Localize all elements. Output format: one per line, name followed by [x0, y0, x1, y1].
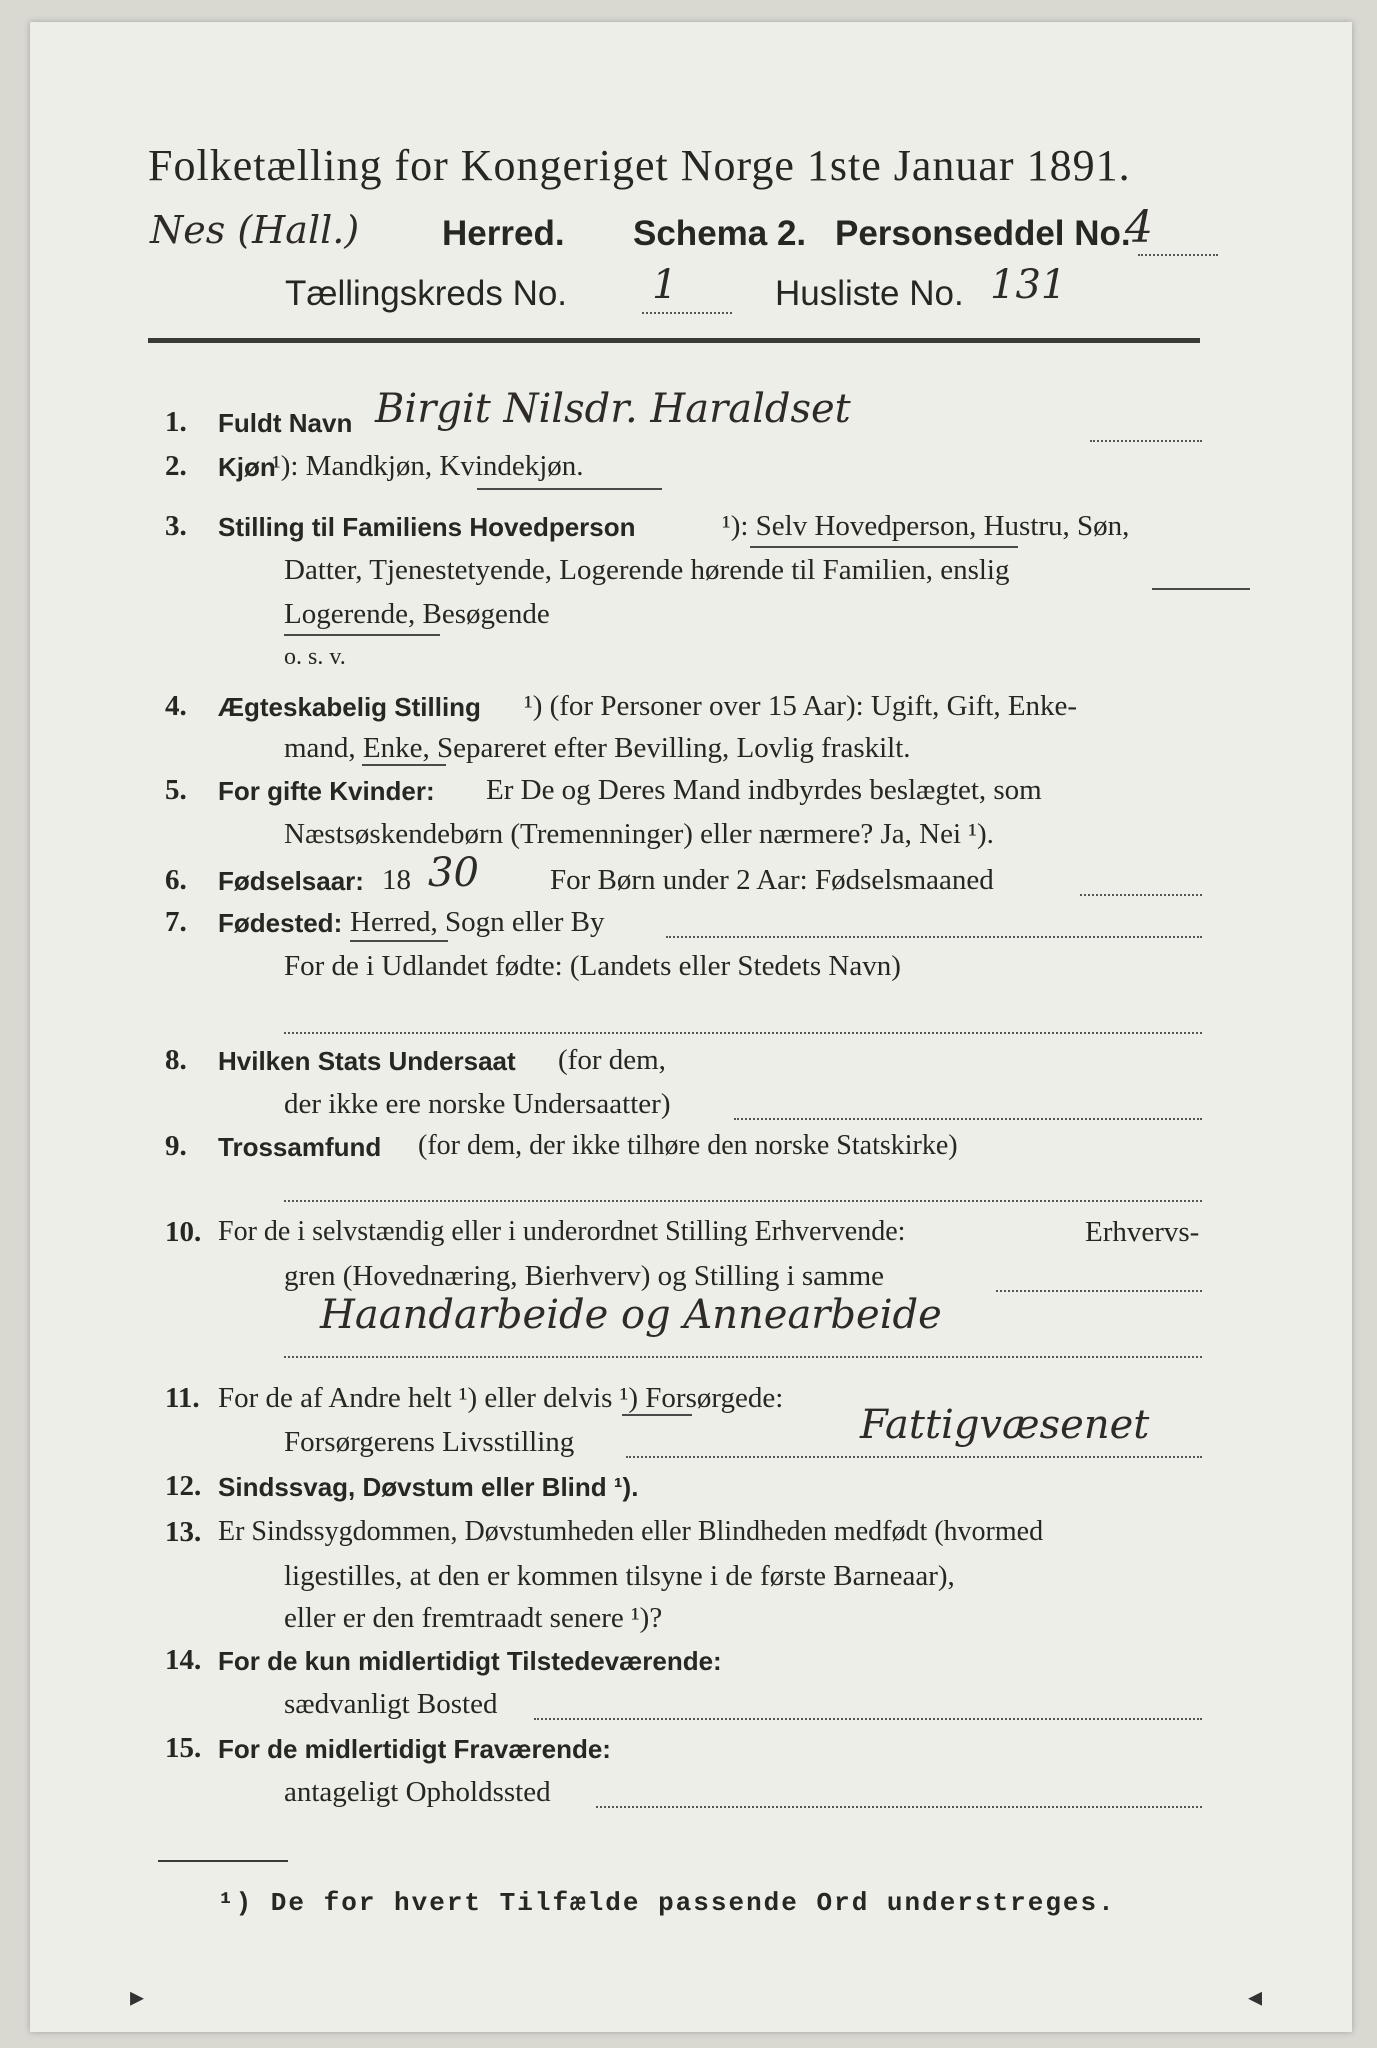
q14-dots — [534, 1718, 1202, 1720]
q15-label: For de midlertidigt Fraværende: — [218, 1734, 611, 1764]
q10-line1: Erhvervs- — [1085, 1216, 1200, 1248]
q10-line2: gren (Hovednæring, Bierhverv) og Stilling i samme — [284, 1260, 885, 1292]
q1-label: Fuldt Navn — [218, 408, 353, 438]
edge-mark-left: ▸ — [130, 1980, 145, 2013]
q2-number: 2. — [165, 450, 187, 482]
q5-line1: Er De og Deres Mand indbyrdes beslægtet, som — [486, 774, 1042, 806]
q9-dots — [284, 1200, 1202, 1202]
q2-label: Kjøn — [218, 452, 276, 482]
q4-label: Ægteskabelig Stilling — [218, 692, 481, 722]
q5-number: 5. — [165, 774, 187, 806]
q8-line2: der ikke ere norske Undersaatter) — [284, 1088, 671, 1120]
edge-mark-right: ◂ — [1248, 1980, 1263, 2013]
footnote: ¹) De for hvert Tilfælde passende Ord understreges. — [218, 1888, 1116, 1918]
herred-value: Nes (Hall.) — [150, 208, 360, 252]
q4-underline-enke — [362, 764, 446, 766]
q15-number: 15. — [165, 1732, 202, 1764]
q3-underline-selv — [750, 546, 1018, 548]
husliste-label: Husliste No. — [775, 274, 964, 313]
personseddel-label: Personseddel No. — [835, 214, 1131, 253]
q6-value: 30 — [428, 850, 479, 896]
q11-dots — [626, 1456, 1202, 1458]
q6-number: 6. — [165, 864, 187, 896]
q3-number: 3. — [165, 510, 187, 542]
q4-line2: mand, Enke, Separeret efter Bevilling, Lovlig fraskilt. — [284, 732, 911, 764]
q4-number: 4. — [165, 690, 187, 722]
q9-number: 9. — [165, 1130, 187, 1162]
personseddel-value: 4 — [1125, 202, 1153, 253]
husliste-value: 131 — [990, 262, 1067, 308]
q3-line2: Datter, Tjenestetyende, Logerende hørende til Familien, enslig — [284, 554, 1010, 586]
q13-line3: eller er den fremtraadt senere ¹)? — [284, 1602, 663, 1634]
q7-number: 7. — [165, 906, 187, 938]
personseddel-dots — [1138, 254, 1218, 256]
q8-number: 8. — [165, 1044, 187, 1076]
q4-line1: ¹) (for Personer over 15 Aar): Ugift, Gift, Enke- — [524, 690, 1078, 722]
q3-underline-enslig — [1152, 588, 1250, 590]
q8-line1: (for dem, — [558, 1044, 666, 1076]
q10-value: Haandarbeide og Annearbeide — [320, 1292, 942, 1338]
q10-dots-2 — [284, 1356, 1202, 1358]
q3-line3: Logerende, Besøgende — [284, 598, 550, 630]
q9-label: Trossamfund — [218, 1132, 382, 1162]
q11-line2: Forsørgerens Livsstilling — [284, 1426, 575, 1458]
q1-number: 1. — [165, 406, 187, 438]
q1-dots — [1090, 440, 1202, 442]
q7-dots-2 — [284, 1032, 1202, 1034]
q1-value: Birgit Nilsdr. Haraldset — [375, 386, 851, 432]
taellingskreds-dots — [642, 312, 732, 314]
q6-prefix: 18 — [382, 864, 411, 896]
q2-text: ¹): Mandkjøn, Kvindekjøn. — [272, 450, 584, 482]
schema-label: Schema 2. — [633, 214, 807, 253]
taellingskreds-label: Tællingskreds No. — [285, 274, 568, 313]
q11-label: For de af Andre helt ¹) eller delvis ¹) Forsørgede: — [218, 1382, 784, 1414]
q7-dots — [666, 936, 1202, 938]
q15-line2: antageligt Opholdssted — [284, 1776, 551, 1808]
q3-underline-logerende — [284, 634, 440, 636]
q7-line2: For de i Udlandet fødte: (Landets eller Stedets Navn) — [284, 950, 901, 982]
q11-underline-delvis — [622, 1414, 692, 1416]
q7-label: Fødested: — [218, 908, 343, 938]
herred-label: Herred. — [442, 214, 565, 253]
q13-number: 13. — [165, 1516, 202, 1548]
q11-number: 11. — [165, 1382, 200, 1414]
q6-text: For Børn under 2 Aar: Fødselsmaaned — [550, 864, 994, 896]
q8-dots — [734, 1118, 1202, 1120]
q13-line1: Er Sindssygdommen, Døvstumheden eller Blindheden medfødt (hvormed — [218, 1516, 1044, 1547]
q3-line1: ¹): Selv Hovedperson, Hustru, Søn, — [722, 510, 1130, 542]
census-form-page — [30, 22, 1352, 2032]
taellingskreds-value: 1 — [652, 262, 678, 308]
q3-line4: o. s. v. — [284, 644, 346, 670]
q3-label: Stilling til Familiens Hovedperson — [218, 512, 636, 542]
q13-line2: ligestilles, at den er kommen tilsyne i de første Barneaar), — [284, 1560, 955, 1592]
q10-label: For de i selvstændig eller i underordnet Stilling Erhvervende: — [218, 1216, 906, 1247]
q8-label: Hvilken Stats Undersaat — [218, 1046, 516, 1076]
q14-label: For de kun midlertidigt Tilstedeværende: — [218, 1646, 722, 1676]
q12-number: 12. — [165, 1470, 202, 1502]
q14-number: 14. — [165, 1644, 202, 1676]
form-title: Folketælling for Kongeriget Norge 1ste Januar 1891. — [148, 141, 1131, 190]
q7-underline-herred — [350, 940, 448, 942]
header-rule — [148, 338, 1200, 343]
q11-value: Fattigvæsenet — [860, 1402, 1150, 1448]
q2-underline — [477, 488, 662, 490]
q5-label: For gifte Kvinder: — [218, 776, 435, 806]
q6-dots — [1080, 894, 1202, 896]
q10-number: 10. — [165, 1216, 202, 1248]
q5-line2: Næstsøskendebørn (Tremenninger) eller nærmere? Ja, Nei ¹). — [284, 818, 994, 850]
q14-line2: sædvanligt Bosted — [284, 1688, 498, 1720]
q6-label: Fødselsaar: — [218, 866, 364, 896]
q9-text: (for dem, der ikke tilhøre den norske Statskirke) — [418, 1130, 958, 1161]
q12-label: Sindssvag, Døvstum eller Blind ¹). — [218, 1472, 639, 1502]
q7-text: Herred, Sogn eller By — [350, 906, 605, 938]
q10-dots — [996, 1290, 1202, 1292]
footnote-rule — [158, 1860, 288, 1862]
q15-dots — [596, 1806, 1202, 1808]
